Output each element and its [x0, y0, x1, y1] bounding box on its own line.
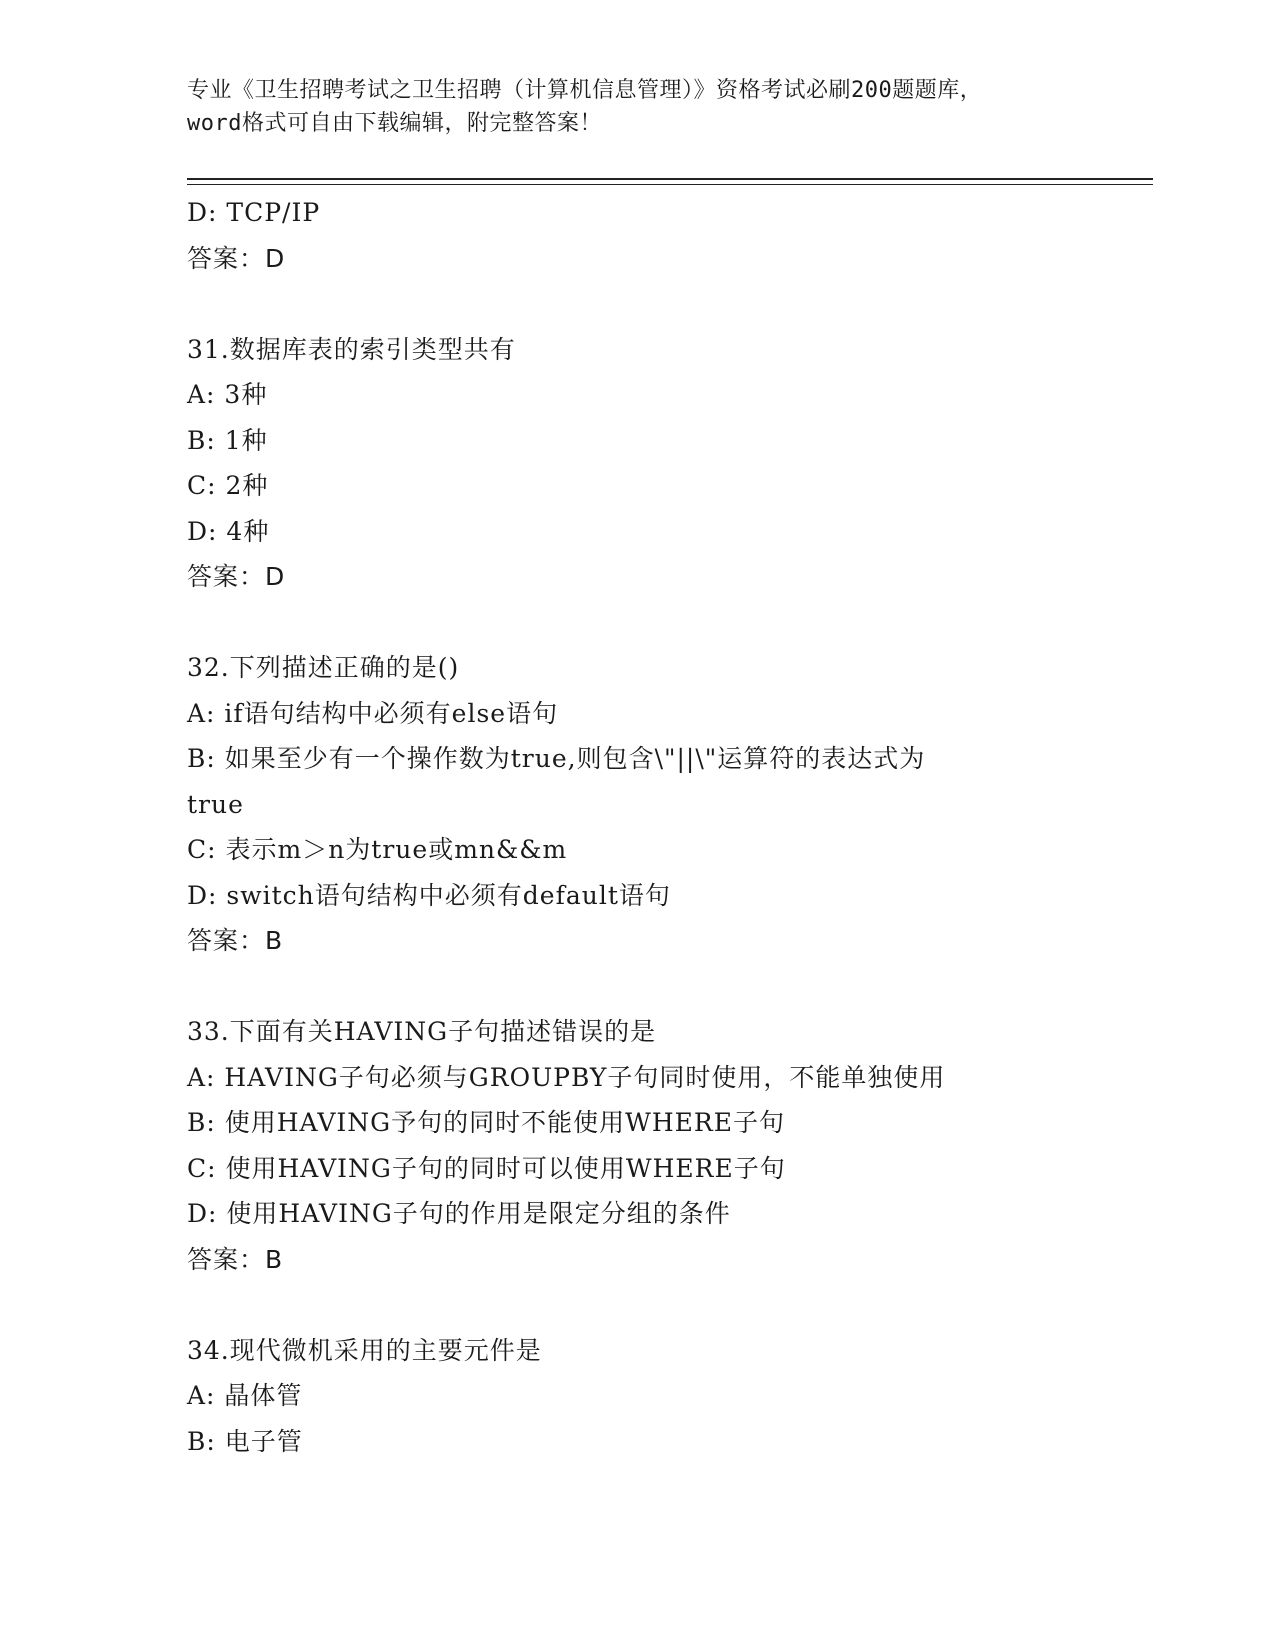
- spacer: [187, 1282, 1153, 1328]
- spacer: [187, 964, 1153, 1010]
- spacer: [187, 600, 1153, 646]
- question-31-title: 31.数据库表的索引类型共有: [187, 334, 516, 364]
- header-title-line-2: word格式可自由下载编辑，附完整答案！: [187, 111, 602, 136]
- question-32-title: 32.下列描述正确的是(): [187, 653, 460, 682]
- question-32-answer: 答案：B: [187, 926, 284, 955]
- question-list: [187, 190, 1153, 1464]
- question-33-option-b: B: 使用HAVING予句的同时不能使用WHERE子句: [187, 1108, 785, 1137]
- question-31-option-c: C: 2种: [187, 471, 269, 500]
- question-32-option-d: D: switch语句结构中必须有default语句: [187, 880, 671, 910]
- question-34-title: 34.现代微机采用的主要元件是: [187, 1335, 542, 1365]
- option-d: D: TCP/IP: [187, 198, 321, 227]
- question-33-option-c: C: 使用HAVING子句的同时可以使用WHERE子句: [187, 1153, 786, 1183]
- question-31-option-d: D: 4种: [187, 516, 270, 546]
- document-header: [187, 74, 1087, 140]
- header-title-line-1: 专业《卫生招聘考试之卫生招聘（计算机信息管理）》资格考试必刷200题题库，: [187, 78, 983, 103]
- header-divider-thick: [187, 178, 1153, 180]
- question-33-option-d: D: 使用HAVING子句的作用是限定分组的条件: [187, 1199, 731, 1228]
- question-34-option-b: B: 电子管: [187, 1426, 303, 1456]
- question-31-answer: 答案：D: [187, 562, 286, 591]
- header-divider-thin: [187, 184, 1153, 185]
- question-33-title: 33.下面有关HAVING子句描述错误的是: [187, 1017, 657, 1046]
- question-32-option-b-continued: true: [187, 789, 244, 819]
- question-33-answer: 答案：B: [187, 1244, 284, 1274]
- question-32-option-a: A: if语句结构中必须有else语句: [187, 698, 559, 728]
- question-32-option-b: B: 如果至少有一个操作数为true,则包含\"||\"运算符的表达式为: [187, 744, 926, 773]
- spacer: [187, 281, 1153, 327]
- answer-text: 答案：D: [187, 243, 286, 273]
- question-32-option-c: C: 表示m＞n为true或mn&&m: [187, 835, 568, 864]
- question-31-option-a: A: 3种: [187, 380, 268, 409]
- question-34-option-a: A: 晶体管: [187, 1381, 303, 1410]
- question-33-option-a: A: HAVING子句必须与GROUPBY子句同时使用，不能单独使用: [187, 1062, 946, 1092]
- question-31-option-b: B: 1种: [187, 425, 268, 455]
